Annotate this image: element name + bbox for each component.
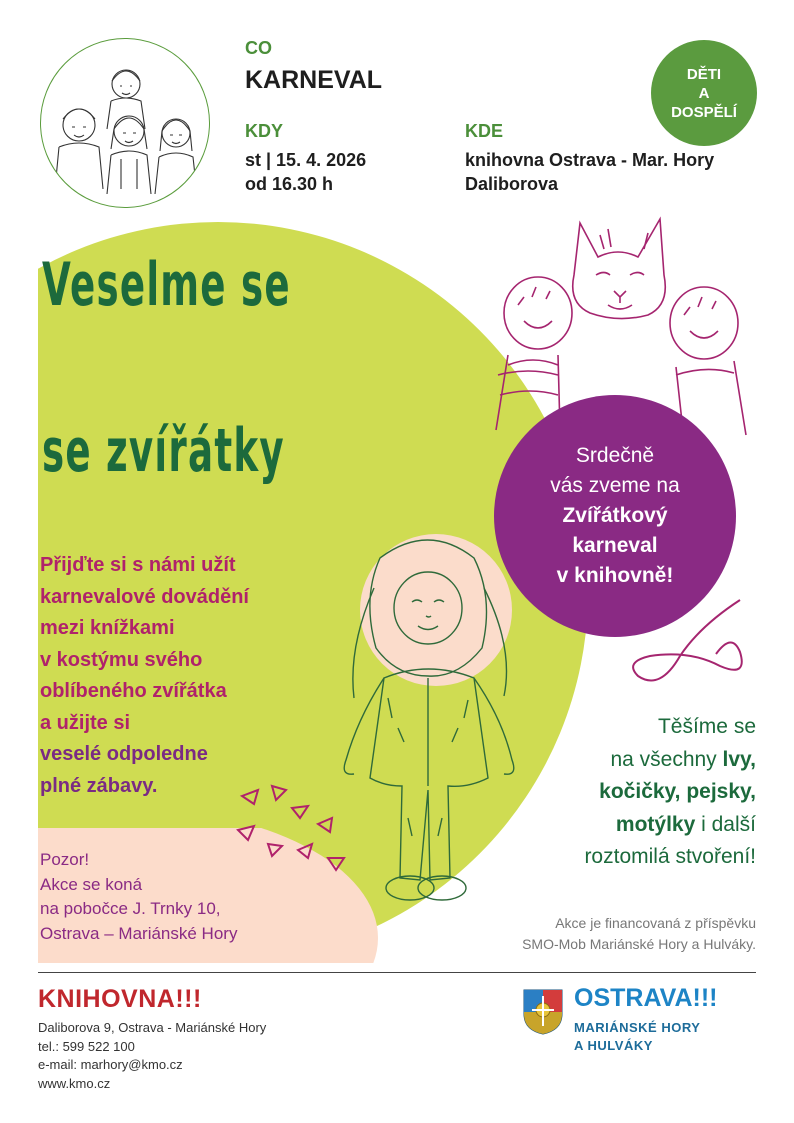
description-block — [40, 550, 249, 802]
confetti-icon — [232, 780, 362, 880]
address-text: Daliborova 9, Ostrava - Mariánské Hory — [38, 1020, 267, 1035]
kde-label: KDE — [465, 121, 504, 141]
kde-line1: knihovna Ostrava - Mar. Hory — [465, 150, 715, 170]
invite-line1: Srdečně — [575, 444, 655, 467]
description-line: mezi knížkami — [40, 617, 175, 639]
welcome-line4-rest: i další — [695, 812, 756, 836]
web-link[interactable]: www.kmo.cz — [38, 1075, 111, 1091]
welcome-line2 — [500, 744, 756, 777]
description-line: karnevalové dovádění — [40, 585, 249, 608]
invite-line4: karneval — [572, 534, 658, 557]
title-line2: se zvířátky — [42, 416, 285, 486]
district-line2: A HULVÁKY — [574, 1038, 653, 1053]
co-value: KARNEVAL — [245, 66, 383, 94]
invite-line3: Zvířátkový — [562, 504, 668, 527]
title-line1: Veselme se — [42, 250, 291, 320]
phone-text: tel.: 599 522 100 — [38, 1038, 135, 1054]
notice-line2: Akce se koná — [40, 874, 143, 894]
badge-line3: DOSPĚLÍ — [671, 103, 737, 121]
library-logo-text: KNIHOVNA!!! — [38, 985, 202, 1013]
description-line: oblíbeného zvířátka — [40, 680, 227, 702]
badge-line2: A — [698, 84, 710, 102]
welcome-line1: Těšíme se — [657, 715, 756, 738]
description-line: Přijďte si s námi užít — [40, 554, 236, 576]
ostrava-logo-text: OSTRAVA!!! — [574, 984, 718, 1012]
notice-line1: Pozor! — [40, 850, 90, 869]
description-line: a užijte si — [40, 711, 131, 734]
description-line: v kostýmu svého — [40, 648, 203, 671]
email-link[interactable]: e-mail: marhory@kmo.cz — [38, 1057, 183, 1072]
audience-badge — [651, 40, 757, 146]
funding-line1: Akce je financovaná z příspěvku — [555, 915, 756, 931]
kdy-line1: st | 15. 4. 2026 — [245, 150, 367, 170]
kdy-label: KDY — [245, 121, 284, 141]
welcome-line3-bold: kočičky, pejsky, — [599, 780, 756, 803]
invite-line5: v knihovně! — [556, 564, 674, 587]
welcome-line2-pre: na všechny — [610, 747, 723, 771]
contact-block — [38, 1019, 266, 1093]
district-name — [574, 1019, 700, 1055]
kde-line2: Daliborova — [465, 174, 559, 194]
welcome-line5: roztomilá stvoření! — [584, 845, 756, 868]
children-drawing-icon — [40, 38, 210, 208]
description-highlight1: veselé odpoledne — [40, 743, 208, 765]
co-label: CO — [245, 38, 272, 58]
funding-line2: SMO-Mob Mariánské Hory a Hulváky. — [522, 936, 756, 952]
welcome-line4 — [500, 809, 756, 842]
district-line1: MARIÁNSKÉ HORY — [574, 1020, 701, 1035]
badge-line1: DĚTI — [686, 65, 722, 83]
welcome-block — [500, 711, 756, 874]
footer-divider — [38, 972, 756, 973]
coat-of-arms-icon — [520, 986, 566, 1036]
kdy-line2: od 16.30 h — [245, 174, 334, 194]
welcome-line2-bold: lvy, — [722, 747, 756, 771]
description-highlight2: plné zábavy. — [40, 774, 158, 797]
notice-block — [40, 848, 237, 946]
funding-block — [420, 913, 756, 955]
notice-line3: na pobočce J. Trnky 10, — [40, 899, 221, 918]
ribbon-swirl-icon — [620, 596, 760, 706]
welcome-line4-bold: motýlky — [615, 812, 696, 836]
welcome-line3 — [500, 776, 756, 809]
notice-line4: Ostrava – Mariánské Hory — [40, 923, 238, 943]
invite-line2: vás zveme na — [550, 474, 680, 497]
